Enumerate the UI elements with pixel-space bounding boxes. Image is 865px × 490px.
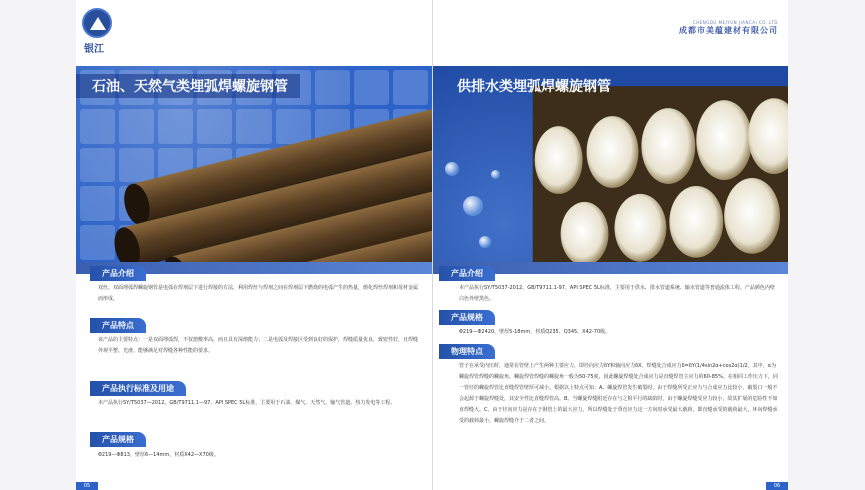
right-header [433, 0, 788, 66]
right-page-number: 06 [766, 482, 788, 490]
company-name-en: CHENGDU MEIYUN JIANCAI CO.,LTD [692, 20, 778, 25]
right-section-title-physical: 物理特点 [439, 344, 495, 359]
company-name [679, 20, 778, 36]
right-page-heading: 供排水类埋弧焊螺旋钢管 [457, 79, 611, 95]
left-header [76, 0, 432, 66]
left-page-heading: 石油、天然气类埋弧焊螺旋钢管 [76, 74, 300, 98]
right-section-title-specs: 产品规格 [439, 310, 495, 325]
left-section-body-specs: Φ219—Φ813，壁厚6—14mm，材质X42—X70级。 [98, 452, 219, 458]
left-section-title-features: 产品特点 [90, 318, 146, 333]
water-drop-icon [491, 170, 500, 179]
left-section-body-intro: 双丝、双面埋弧焊螺旋钢管是电弧在焊剂层下进行焊接的方法，利用焊丝与焊剂之间在焊剂层下燃烧的电弧产生的热量，熔化焊丝焊剂和母材金属而形成。 [98, 285, 419, 302]
right-section-body-specs: Φ219—Φ2420，壁厚5-18mm，材质Q235、Q345、X42-70级。 [459, 329, 611, 335]
left-page [76, 0, 432, 490]
water-drop-icon [479, 236, 491, 248]
left-section-title-specs: 产品规格 [90, 432, 146, 447]
left-section-title-intro: 产品介绍 [90, 266, 146, 281]
right-section-body-physical: 管子在承受内压时，通常在管壁上产生两种主要应力，即径向应力δY和轴向应力δX。焊缝处合成应力δ=δY(1/4sin2α+cos2α)1/2，其中，α为螺旋焊管焊缝的螺旋角。螺旋焊管焊缝的螺旋角一般为50-75度，因此螺旋焊缝处合成应力是直缝焊管主应力的60-85%。在相同工作压力下，同一管径的螺旋焊管比直缝焊管壁厚可减小。根据以上特点可知：A、螺旋焊管发生破裂时，由于焊缝所受正应力与合成应力比较小，破裂口一般不会起源于螺旋焊缝处，其安全性比直缝焊管高。B、当螺旋焊缝附近存在与之相平行的缺陷时，由于螺旋焊缝受应力较小，故其扩展的危险性不如直焊缝大。C、由于径向应力是存在于钢管上的最大应力，所以焊缝处于垂直应力这一方向时承受最大载荷，即直缝承受的载荷最大，环向焊缝承受的载荷最小，螺旋焊缝介于二者之间。 [459, 363, 778, 424]
water-drop-icon [463, 196, 483, 216]
left-page-number: 05 [76, 482, 98, 490]
water-drop-icon [445, 162, 459, 176]
right-section-body-intro: 本产品执行SY/T5037-2012、GB/T9711.1-97、API SPEC 5L标准，主要用于供水、排水管道系统、输水管道等普通流体工程。产品颜色内壁白色外壁黑色。 [459, 285, 775, 302]
right-page [432, 0, 788, 490]
right-section-title-intro: 产品介绍 [439, 266, 495, 281]
left-section-body-features: 该产品的主要特点：一是双面埋弧焊，不仅熔敷率高，而且具有深熔能力；二是电弧及焊接区受到良好的保护，焊缝质量优良，致密性好，且焊缝外观平整、光滑，能够满足对焊缝各种性能的要求。 [98, 337, 419, 354]
company-name-cn: 成都市美蕴建材有限公司 [679, 26, 778, 35]
left-banner [76, 66, 432, 264]
left-section-body-standards: 本产品执行SY/T5037—2012、GB/T9711.1—97、API SPEC 5L标准，主要用于石油、煤气、天然气、输气管道、热力发电等工程。 [98, 400, 396, 406]
logo-text: 银江 [84, 44, 104, 55]
right-banner [433, 66, 788, 264]
left-section-title-standards: 产品执行标准及用途 [90, 381, 186, 396]
company-logo-icon [82, 8, 112, 38]
